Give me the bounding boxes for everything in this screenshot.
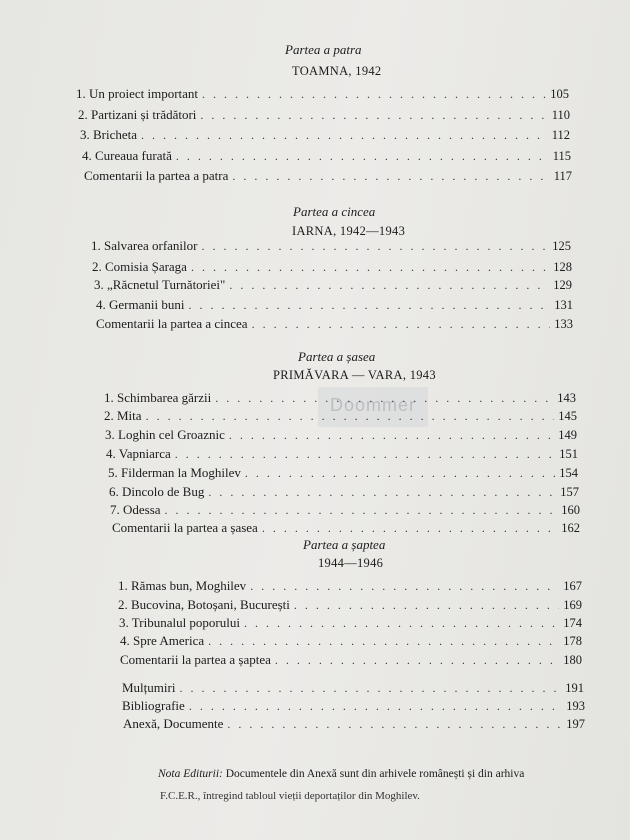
toc-entry — [96, 297, 573, 313]
toc-entry — [84, 168, 572, 184]
leader-dots — [227, 716, 562, 732]
toc-entry — [119, 615, 582, 631]
leader-dots — [189, 698, 562, 714]
entry-page: 157 — [560, 485, 579, 499]
entry-title: 2. Comisia Șaraga — [92, 259, 187, 274]
entry-page: 117 — [553, 169, 572, 183]
toc-entry — [110, 502, 580, 518]
leader-dots — [191, 259, 549, 275]
leader-dots — [215, 390, 553, 406]
leader-dots — [250, 578, 559, 594]
toc-entry — [122, 680, 584, 696]
part-title: Partea a șasea — [298, 349, 376, 364]
toc-entry — [80, 127, 570, 143]
entry-title: 2. Bucovina, Botoșani, București — [118, 597, 290, 612]
toc-entry — [120, 652, 582, 668]
leader-dots — [176, 148, 549, 164]
leader-dots — [229, 277, 549, 293]
entry-title: Mulțumiri — [122, 680, 176, 695]
entry-title: 3. „Răcnetul Turnătoriei" — [94, 277, 226, 292]
entry-page: 110 — [551, 108, 570, 122]
entry-page: 160 — [561, 503, 580, 517]
leader-dots — [202, 86, 546, 102]
publisher-note-line-2: F.C.E.R., întregind tabloul vieții deportaților din Moghilev. — [160, 790, 420, 802]
entry-title: 3. Tribunalul poporului — [119, 615, 240, 630]
publisher-note-line-1 — [158, 768, 524, 780]
leader-dots — [175, 446, 556, 462]
entry-title: 1. Schimbarea gărzii — [104, 390, 212, 405]
entry-page: 125 — [552, 239, 571, 253]
entry-title: 1. Rămas bun, Moghilev — [118, 578, 247, 593]
entry-title: 2. Partizani și trădători — [78, 107, 197, 122]
note-text-1: Documentele din Anexă sunt din arhivele românești și din arhiva — [225, 768, 525, 780]
leader-dots — [252, 316, 551, 332]
toc-entry — [112, 520, 580, 536]
toc-entry — [104, 390, 576, 406]
toc-entry — [106, 446, 578, 462]
leader-dots — [232, 168, 549, 184]
entry-page: 169 — [563, 598, 582, 612]
toc-entry — [122, 698, 585, 714]
leader-dots — [275, 652, 559, 668]
part-title: Partea a patra — [285, 42, 362, 57]
part-title: Partea a șaptea — [303, 537, 386, 552]
entry-page: 129 — [553, 278, 572, 292]
toc-entry — [94, 277, 572, 293]
entry-title: Bibliografie — [122, 698, 185, 713]
entry-page: 191 — [565, 681, 584, 695]
leader-dots — [208, 633, 559, 649]
entry-page: 115 — [552, 149, 571, 163]
toc-entry — [123, 716, 585, 732]
leader-dots — [179, 680, 561, 696]
leader-dots — [229, 427, 554, 443]
entry-title: Comentarii la partea a șasea — [112, 520, 258, 535]
entry-title: Comentarii la partea a patra — [84, 168, 229, 183]
entry-title: Comentarii la partea a șaptea — [120, 652, 271, 667]
season-heading: 1944—1946 — [318, 556, 384, 570]
entry-title: Anexă, Documente — [123, 716, 224, 731]
leader-dots — [200, 107, 547, 123]
season-heading: IARNA, 1942—1943 — [292, 224, 406, 238]
leader-dots — [262, 520, 557, 536]
leader-dots — [141, 127, 548, 143]
entry-page: 112 — [551, 128, 570, 142]
season-heading: TOAMNA, 1942 — [292, 64, 382, 78]
leader-dots — [188, 297, 550, 313]
toc-entry — [92, 259, 572, 275]
entry-page: 197 — [566, 717, 585, 731]
entry-page: 162 — [561, 521, 580, 535]
entry-page: 105 — [550, 87, 569, 101]
toc-entry — [91, 238, 571, 254]
toc-entry — [120, 633, 582, 649]
leader-dots — [245, 465, 555, 481]
entry-title: 4. Germanii buni — [96, 297, 185, 312]
note-label: Nota Editurii: — [158, 768, 223, 780]
entry-title: Comentarii la partea a cincea — [96, 316, 248, 331]
entry-page: 143 — [557, 391, 576, 405]
toc-entry — [78, 107, 570, 123]
toc-entry — [118, 578, 582, 594]
entry-title: 2. Mita — [104, 408, 142, 423]
toc-entry — [104, 408, 577, 424]
entry-title: 3. Loghin cel Groaznic — [105, 427, 225, 442]
entry-page: 149 — [558, 428, 577, 442]
entry-title: 4. Cureaua furată — [82, 148, 172, 163]
entry-page: 151 — [559, 447, 578, 461]
entry-page: 193 — [566, 699, 585, 713]
entry-page: 180 — [563, 653, 582, 667]
toc-entry — [76, 86, 569, 102]
entry-page: 154 — [559, 466, 578, 480]
season-heading: PRIMĂVARA — VARA, 1943 — [273, 368, 436, 382]
toc-entry — [105, 427, 577, 443]
entry-page: 167 — [563, 579, 582, 593]
leader-dots — [244, 615, 559, 631]
toc-entry — [109, 484, 579, 500]
entry-page: 174 — [563, 616, 582, 630]
watermark-text: Doommer — [330, 395, 417, 415]
toc-entry — [82, 148, 571, 164]
entry-title: 3. Bricheta — [80, 127, 138, 142]
leader-dots — [294, 597, 559, 613]
toc-entry — [118, 597, 582, 613]
leader-dots — [146, 408, 555, 424]
leader-dots — [208, 484, 556, 500]
entry-title: 1. Salvarea orfanilor — [91, 238, 198, 253]
toc-entry — [96, 316, 573, 332]
entry-page: 133 — [554, 317, 573, 331]
entry-page: 128 — [553, 260, 572, 274]
entry-title: 4. Spre America — [120, 633, 205, 648]
entry-title: 7. Odessa — [110, 502, 161, 517]
entry-page: 145 — [558, 409, 577, 423]
entry-title: 4. Vapniarca — [106, 446, 171, 461]
leader-dots — [201, 238, 548, 254]
leader-dots — [165, 502, 558, 518]
part-title: Partea a cincea — [293, 204, 376, 219]
toc-entry — [108, 465, 578, 481]
entry-title: 5. Filderman la Moghilev — [108, 465, 241, 480]
entry-title: 6. Dincolo de Bug — [109, 484, 205, 499]
entry-page: 131 — [554, 298, 573, 312]
entry-title: 1. Un proiect important — [76, 86, 199, 101]
entry-page: 178 — [563, 634, 582, 648]
